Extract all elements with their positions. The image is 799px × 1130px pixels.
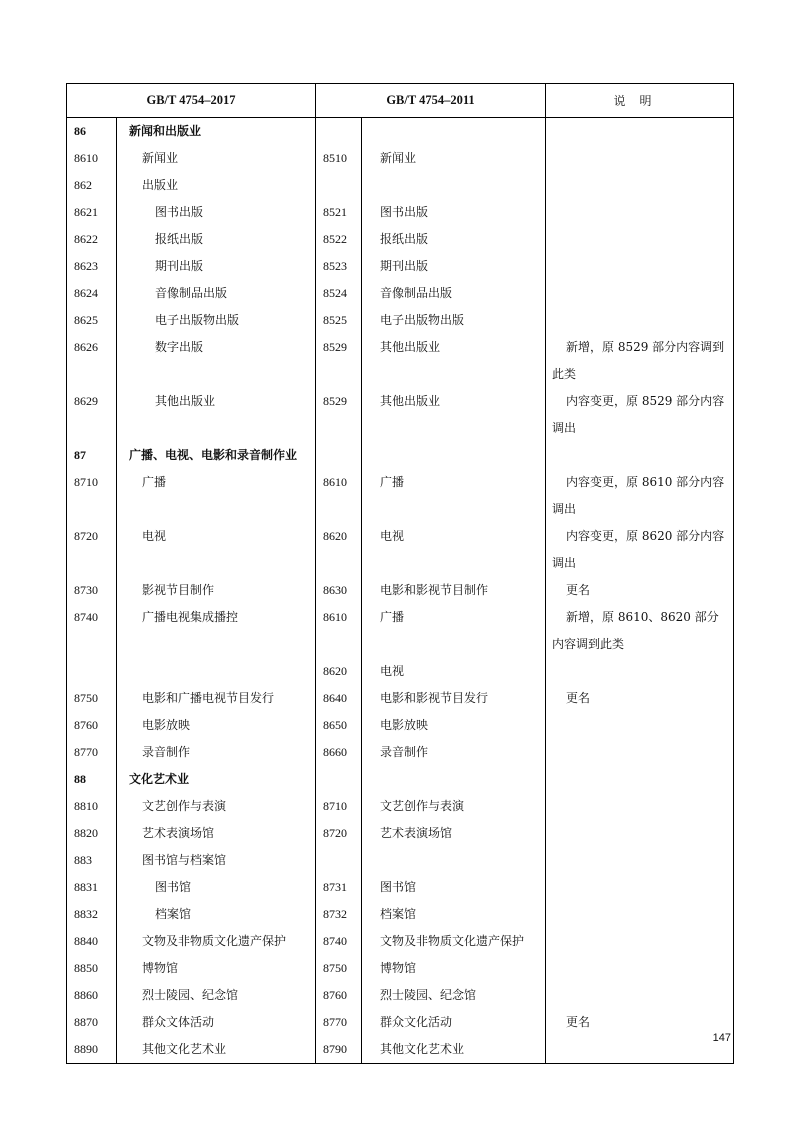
- table-row: [67, 469, 734, 523]
- name-2011: [362, 847, 546, 874]
- name-2011: [362, 118, 546, 146]
- code-2017: 8831: [67, 874, 117, 901]
- name-2017: 档案馆: [117, 901, 316, 928]
- header-gbt-2017: GB/T 4754–2017: [67, 84, 316, 118]
- name-2017: 报纸出版: [117, 226, 316, 253]
- name-2017: 新闻业: [117, 145, 316, 172]
- code-2017: 8720: [67, 523, 117, 577]
- table-row: [67, 280, 734, 307]
- header-gbt-2011: GB/T 4754–2011: [316, 84, 546, 118]
- note-cell: 新增，原 8529 部分内容调到此类: [546, 334, 734, 388]
- table-row: [67, 658, 734, 685]
- name-2011: 其他出版业: [362, 388, 546, 442]
- code-2011: 8610: [316, 604, 362, 658]
- code-2017: 8850: [67, 955, 117, 982]
- name-2017: 电子出版物出版: [117, 307, 316, 334]
- name-2011: 其他出版业: [362, 334, 546, 388]
- table-row: [67, 307, 734, 334]
- code-2011: 8760: [316, 982, 362, 1009]
- note-cell: [546, 280, 734, 307]
- code-2017: 8810: [67, 793, 117, 820]
- name-2011: 艺术表演场馆: [362, 820, 546, 847]
- name-2017: 群众文体活动: [117, 1009, 316, 1036]
- code-2017: 883: [67, 847, 117, 874]
- code-2017: 862: [67, 172, 117, 199]
- name-2017: 图书出版: [117, 199, 316, 226]
- code-2011: 8640: [316, 685, 362, 712]
- code-2017: 8820: [67, 820, 117, 847]
- name-2011: 电影和影视节目发行: [362, 685, 546, 712]
- code-2017: 8730: [67, 577, 117, 604]
- name-2011: 电子出版物出版: [362, 307, 546, 334]
- note-cell: [546, 847, 734, 874]
- code-2011: 8660: [316, 739, 362, 766]
- code-2011: 8523: [316, 253, 362, 280]
- name-2017: 图书馆: [117, 874, 316, 901]
- code-2011: [316, 442, 362, 469]
- code-2017: 8750: [67, 685, 117, 712]
- code-2017: 8760: [67, 712, 117, 739]
- header-note: 说明: [546, 84, 734, 118]
- note-cell: [546, 820, 734, 847]
- code-2017: 8770: [67, 739, 117, 766]
- code-2017: 8624: [67, 280, 117, 307]
- code-2017: 86: [67, 118, 117, 146]
- name-2011: 录音制作: [362, 739, 546, 766]
- table-row: [67, 199, 734, 226]
- name-2011: 电影和影视节目制作: [362, 577, 546, 604]
- table-row: [67, 685, 734, 712]
- note-cell: [546, 253, 734, 280]
- code-2011: 8790: [316, 1036, 362, 1064]
- code-2011: [316, 766, 362, 793]
- table-row: [67, 793, 734, 820]
- table-row: [67, 442, 734, 469]
- table-row: [67, 739, 734, 766]
- name-2017: 数字出版: [117, 334, 316, 388]
- name-2011: [362, 442, 546, 469]
- note-cell: [546, 928, 734, 955]
- name-2011: 图书出版: [362, 199, 546, 226]
- note-cell: [546, 307, 734, 334]
- code-2011: 8522: [316, 226, 362, 253]
- name-2011: 电视: [362, 658, 546, 685]
- code-2011: 8630: [316, 577, 362, 604]
- note-cell: 新增，原 8610、8620 部分内容调到此类: [546, 604, 734, 658]
- note-cell: [546, 1036, 734, 1064]
- code-2011: 8731: [316, 874, 362, 901]
- code-2017: 8710: [67, 469, 117, 523]
- name-2011: 新闻业: [362, 145, 546, 172]
- name-2017: 广播: [117, 469, 316, 523]
- table-row: [67, 766, 734, 793]
- code-2017: 8626: [67, 334, 117, 388]
- note-cell: [546, 226, 734, 253]
- code-2017: 8740: [67, 604, 117, 658]
- note-cell: 更名: [546, 1009, 734, 1036]
- code-2017: [67, 658, 117, 685]
- code-2011: 8525: [316, 307, 362, 334]
- name-2017: 其他出版业: [117, 388, 316, 442]
- name-2011: 烈士陵园、纪念馆: [362, 982, 546, 1009]
- table-row: [67, 253, 734, 280]
- note-cell: [546, 901, 734, 928]
- name-2011: 期刊出版: [362, 253, 546, 280]
- code-2011: [316, 118, 362, 146]
- name-2011: [362, 172, 546, 199]
- table-body: [67, 118, 734, 1064]
- code-2017: 8621: [67, 199, 117, 226]
- code-2011: 8650: [316, 712, 362, 739]
- name-2017: 博物馆: [117, 955, 316, 982]
- code-2011: 8524: [316, 280, 362, 307]
- table-row: [67, 523, 734, 577]
- name-2017: 音像制品出版: [117, 280, 316, 307]
- table-row: [67, 847, 734, 874]
- name-2017: 其他文化艺术业: [117, 1036, 316, 1064]
- code-2011: 8750: [316, 955, 362, 982]
- name-2011: 广播: [362, 469, 546, 523]
- code-2017: 8870: [67, 1009, 117, 1036]
- table-row: [67, 172, 734, 199]
- table-row: [67, 1009, 734, 1036]
- name-2017: 出版业: [117, 172, 316, 199]
- name-2017: 电视: [117, 523, 316, 577]
- note-cell: 内容变更，原 8610 部分内容调出: [546, 469, 734, 523]
- table-row: [67, 388, 734, 442]
- code-2011: 8720: [316, 820, 362, 847]
- code-2017: 8840: [67, 928, 117, 955]
- name-2011: 其他文化艺术业: [362, 1036, 546, 1064]
- table-row: [67, 1036, 734, 1064]
- note-cell: 更名: [546, 685, 734, 712]
- code-2017: 8610: [67, 145, 117, 172]
- note-cell: 内容变更，原 8529 部分内容调出: [546, 388, 734, 442]
- code-2011: [316, 172, 362, 199]
- code-2011: [316, 847, 362, 874]
- note-cell: [546, 739, 734, 766]
- code-2011: 8529: [316, 334, 362, 388]
- classification-table-container: [66, 83, 733, 1064]
- code-2011: 8610: [316, 469, 362, 523]
- name-2017: 电影放映: [117, 712, 316, 739]
- name-2017: 图书馆与档案馆: [117, 847, 316, 874]
- note-cell: [546, 766, 734, 793]
- name-2017: 新闻和出版业: [117, 118, 316, 146]
- table-row: [67, 820, 734, 847]
- page-number: 147: [712, 1032, 731, 1044]
- code-2017: 8623: [67, 253, 117, 280]
- code-2017: 88: [67, 766, 117, 793]
- table-row: [67, 901, 734, 928]
- note-cell: [546, 955, 734, 982]
- name-2011: 图书馆: [362, 874, 546, 901]
- name-2011: 文物及非物质文化遗产保护: [362, 928, 546, 955]
- note-cell: 更名: [546, 577, 734, 604]
- code-2011: 8770: [316, 1009, 362, 1036]
- name-2017: 文艺创作与表演: [117, 793, 316, 820]
- table-row: [67, 982, 734, 1009]
- name-2011: 音像制品出版: [362, 280, 546, 307]
- table-row: [67, 118, 734, 146]
- note-cell: [546, 712, 734, 739]
- note-cell: [546, 199, 734, 226]
- code-2011: 8510: [316, 145, 362, 172]
- name-2017: 影视节目制作: [117, 577, 316, 604]
- name-2017: 录音制作: [117, 739, 316, 766]
- name-2011: [362, 766, 546, 793]
- table-row: [67, 577, 734, 604]
- name-2017: 艺术表演场馆: [117, 820, 316, 847]
- code-2011: 8620: [316, 523, 362, 577]
- name-2011: 档案馆: [362, 901, 546, 928]
- code-2011: 8740: [316, 928, 362, 955]
- name-2011: 博物馆: [362, 955, 546, 982]
- name-2011: 报纸出版: [362, 226, 546, 253]
- name-2017: 广播、电视、电影和录音制作业: [117, 442, 316, 469]
- code-2011: 8620: [316, 658, 362, 685]
- name-2011: 电影放映: [362, 712, 546, 739]
- table-row: [67, 928, 734, 955]
- code-2011: 8732: [316, 901, 362, 928]
- name-2017: 广播电视集成播控: [117, 604, 316, 658]
- code-2011: 8521: [316, 199, 362, 226]
- name-2017: 文化艺术业: [117, 766, 316, 793]
- table-row: [67, 874, 734, 901]
- note-cell: 内容变更，原 8620 部分内容调出: [546, 523, 734, 577]
- note-cell: [546, 874, 734, 901]
- note-cell: [546, 442, 734, 469]
- note-cell: [546, 145, 734, 172]
- note-cell: [546, 658, 734, 685]
- note-cell: [546, 793, 734, 820]
- name-2011: 广播: [362, 604, 546, 658]
- table-row: [67, 712, 734, 739]
- code-2011: 8710: [316, 793, 362, 820]
- name-2011: 文艺创作与表演: [362, 793, 546, 820]
- classification-comparison-table: [66, 83, 734, 1064]
- table-row: [67, 604, 734, 658]
- table-row: [67, 334, 734, 388]
- table-row: [67, 226, 734, 253]
- code-2017: 8622: [67, 226, 117, 253]
- table-row: [67, 145, 734, 172]
- code-2017: 8832: [67, 901, 117, 928]
- note-cell: [546, 982, 734, 1009]
- note-cell: [546, 118, 734, 146]
- name-2017: 烈士陵园、纪念馆: [117, 982, 316, 1009]
- code-2017: 87: [67, 442, 117, 469]
- code-2017: 8629: [67, 388, 117, 442]
- name-2017: 电影和广播电视节目发行: [117, 685, 316, 712]
- code-2017: 8890: [67, 1036, 117, 1064]
- name-2017: 期刊出版: [117, 253, 316, 280]
- code-2011: 8529: [316, 388, 362, 442]
- table-header-row: [67, 84, 734, 118]
- code-2017: 8860: [67, 982, 117, 1009]
- code-2017: 8625: [67, 307, 117, 334]
- name-2011: 群众文化活动: [362, 1009, 546, 1036]
- note-cell: [546, 172, 734, 199]
- name-2017: [117, 658, 316, 685]
- name-2011: 电视: [362, 523, 546, 577]
- name-2017: 文物及非物质文化遗产保护: [117, 928, 316, 955]
- table-row: [67, 955, 734, 982]
